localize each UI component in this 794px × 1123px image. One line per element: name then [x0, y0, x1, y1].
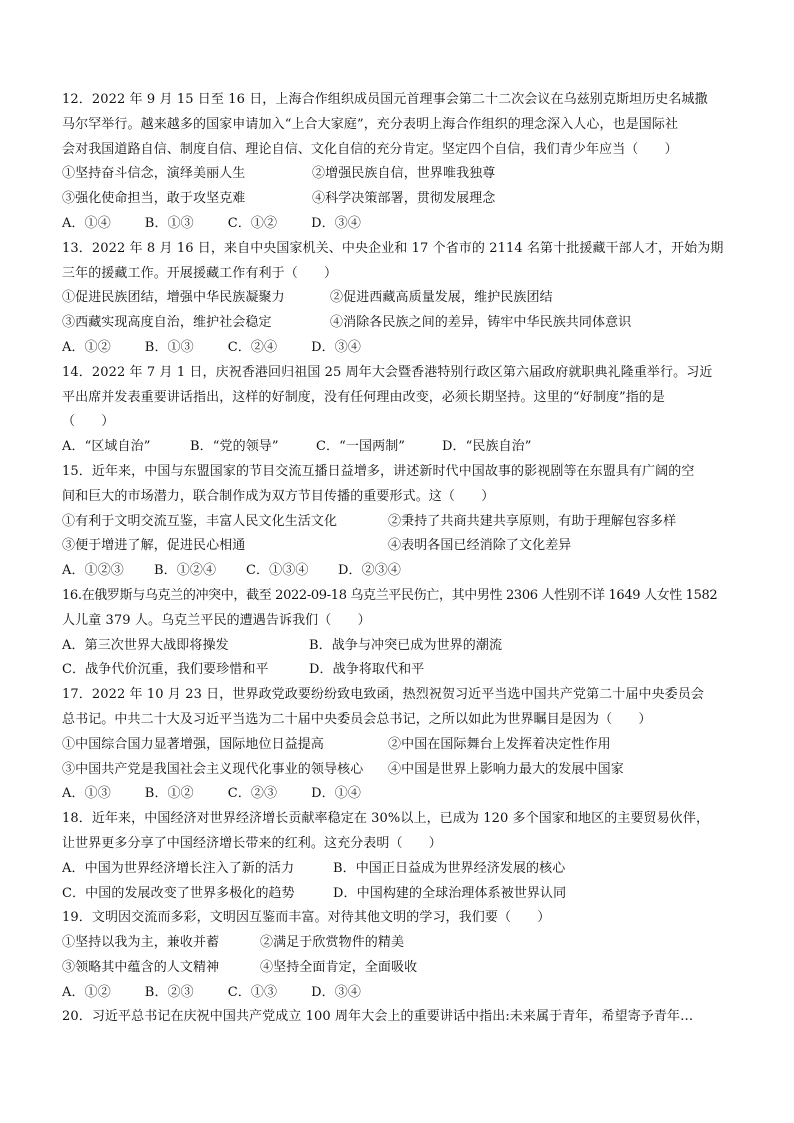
option-row	[62, 758, 738, 783]
choice-d[interactable]: D．③④	[311, 984, 361, 1000]
option-row	[62, 311, 738, 336]
question-stem-line: 马尔罕举行。越来越多的国家申请加入“上合大家庭”，充分表明上海合作组织的理念深入人心，也是国际社	[62, 116, 679, 132]
exam-page	[62, 88, 738, 1030]
answer-choices	[62, 981, 738, 1006]
choice-a[interactable]: A．①③	[62, 786, 111, 802]
choice-a[interactable]: A．中国为世界经济增长注入了新的活力	[62, 860, 295, 876]
choice-b[interactable]: B．中国正日益成为世界经济发展的核心	[333, 860, 566, 876]
answer-choices-row	[62, 634, 738, 659]
option-row	[62, 510, 738, 535]
question-17	[62, 683, 738, 807]
choice-c[interactable]: C．①③	[227, 984, 278, 1000]
option-row	[62, 534, 738, 559]
option-item: ②满足于欣赏物件的精美	[260, 935, 405, 951]
question-stem-line: 会对我国道路自信、制度自信、理论自信、文化自信的充分肯定。坚定四个自信，我们青少年应当（ ）	[62, 141, 678, 157]
option-row	[62, 956, 738, 981]
question-stem-line: 12．2022 年 9 月 15 日至 16 日，上海合作组织成员国元首理事会第二十二次会议在乌兹别克斯坦历史名城撒	[62, 92, 708, 107]
answer-choices-row	[62, 882, 738, 907]
question-stem-line: 18．近年来，中国经济对世界经济增长贡献率稳定在 30%以上，已成为 120 多个国家和地区的主要贸易伙伴，	[62, 811, 710, 827]
question-15	[62, 460, 738, 584]
option-row	[62, 162, 738, 187]
choice-c[interactable]: C．②③	[227, 786, 278, 802]
answer-choices	[62, 782, 738, 807]
choice-d[interactable]: D．②③④	[338, 563, 401, 579]
question-stem-line: 16.在俄罗斯与乌克兰的冲突中，截至 2022-09-18 乌克兰平民伤亡，其中男性 2306 人性别不详 1649 人女性 1582	[62, 587, 718, 603]
option-item: ①有利于文明交流互鉴，丰富人民文化生活文化	[62, 513, 338, 529]
choice-a[interactable]: A．“区域自治”	[62, 439, 151, 455]
question-18	[62, 807, 738, 906]
question-stem-line: 三年的援藏工作。开展援藏工作有利于（ ）	[62, 265, 338, 281]
question-stem-line: 13．2022 年 8 月 16 日，来自中央国家机关、中央企业和 17 个省市的 2114 名第十批援藏干部人才，开始为期	[62, 240, 724, 256]
question-stem-line: 间和巨大的市场潜力，联合制作成为双方节目传播的重要形式。这（ ）	[62, 488, 495, 504]
choice-d[interactable]: D．③④	[311, 215, 361, 231]
choice-c[interactable]: C．中国的发展改变了世界多极化的趋势	[62, 885, 295, 901]
choice-a[interactable]: A．第三次世界大战即将操发	[62, 637, 229, 653]
question-14	[62, 361, 738, 460]
choice-a[interactable]: A．①④	[62, 215, 111, 231]
answer-choices-row	[62, 658, 738, 683]
option-item: ③中国共产党是我国社会主义现代化事业的领导核心	[62, 761, 364, 777]
option-item: ②促进西藏高质量发展，维护民族团结	[330, 290, 553, 306]
choice-d[interactable]: D．战争将取代和平	[309, 662, 425, 678]
choice-b[interactable]: B．①③	[144, 339, 194, 355]
option-item: ①坚持以我为主，兼收并蓄	[62, 935, 220, 951]
question-16	[62, 584, 738, 683]
option-item: ③强化使命担当，敢于攻坚克难	[62, 191, 246, 207]
question-stem-line: 15．近年来，中国与东盟国家的节目交流互播日益增多，讲述新时代中国故事的影视剧等在东盟具有广阔的空	[62, 463, 695, 479]
question-stem-line: 20．习近平总书记在庆祝中国共产党成立 100 周年大会上的重要讲话中指出:未来属于青年，希望寄予青年…	[62, 1009, 694, 1025]
choice-d[interactable]: D．③④	[311, 339, 361, 355]
question-stem-line: 14．2022 年 7 月 1 日，庆祝香港回归祖国 25 周年大会暨香港特别行政区第六届政府就职典礼隆重举行。习近	[62, 364, 713, 380]
choice-a[interactable]: A．①②	[62, 984, 111, 1000]
option-item: ②增强民族自信，世界唯我独尊	[312, 166, 496, 182]
choice-b[interactable]: B．①②	[144, 786, 194, 802]
answer-choices	[62, 559, 738, 584]
option-item: ②秉持了共商共建共享原则，有助于理解包容多样	[388, 513, 677, 529]
option-item: ③便于增进了解，促进民心相通	[62, 538, 246, 554]
answer-choices	[62, 336, 738, 361]
option-item: ③领略其中蕴含的人文精神	[62, 959, 220, 975]
choice-b[interactable]: B．①③	[144, 215, 194, 231]
question-stem-line: 让世界更多分享了中国经济增长带来的红利。这充分表明（ ）	[62, 835, 442, 851]
choice-c[interactable]: C．②④	[227, 339, 278, 355]
choice-a[interactable]: A．①②③	[62, 563, 124, 579]
question-stem-line: （ ）	[62, 414, 115, 430]
choice-a[interactable]: A．①②	[62, 339, 111, 355]
choice-c[interactable]: C．①③④	[246, 563, 309, 579]
option-row	[62, 187, 738, 212]
question-12	[62, 88, 738, 237]
question-13	[62, 237, 738, 361]
option-item: ④表明各国已经消除了文化差异	[388, 538, 572, 554]
option-item: ③西藏实现高度自治，维护社会稳定	[62, 315, 272, 331]
choice-d[interactable]: D．“民族自治”	[442, 439, 532, 455]
option-item: ①中国综合国力显著增强，国际地位日益提高	[62, 736, 325, 752]
option-item: ①坚持奋斗信念，演绎美丽人生	[62, 166, 246, 182]
option-item: ④中国是世界上影响力最大的发展中国家	[388, 761, 624, 777]
question-stem-line: 19．文明因交流而多彩，文明因互鉴而丰富。对待其他文明的学习，我们要（ ）	[62, 910, 551, 926]
choice-c[interactable]: C．战争代价沉重，我们要珍惜和平	[62, 662, 269, 678]
choice-b[interactable]: B．“党的领导”	[190, 439, 279, 455]
answer-choices	[62, 212, 738, 237]
option-item: ④科学决策部署，贯彻发展理念	[312, 191, 496, 207]
choice-c[interactable]: C．“一国两制”	[316, 439, 406, 455]
question-stem-line: 人儿童 379 人。乌克兰平民的遭遇告诉我们（ ）	[62, 612, 371, 628]
choice-b[interactable]: B．战争与冲突已成为世界的潮流	[309, 637, 503, 653]
choice-b[interactable]: B．①②④	[154, 563, 217, 579]
question-stem-line: 17．2022 年 10 月 23 日，世界政党政要纷纷致电致函，热烈祝贺习近平当选中国共产党第二十届中央委员会	[62, 687, 704, 703]
question-stem-line: 平出席并发表重要讲话指出，这样的好制度，没有任何理由改变，必须长期坚持。这里的“好制度”指的是	[62, 389, 665, 405]
option-row	[62, 733, 738, 758]
option-item: ④消除各民族之间的差异，铸牢中华民族共同体意识	[330, 315, 632, 331]
answer-choices-row	[62, 857, 738, 882]
choice-d[interactable]: D．①④	[311, 786, 361, 802]
choice-b[interactable]: B．②③	[144, 984, 194, 1000]
answer-choices	[62, 435, 738, 460]
question-20	[62, 1005, 738, 1030]
question-stem-line: 总书记。中共二十大及习近平当选为二十届中央委员会总书记，之所以如此为世界瞩目是因为（ ）	[62, 711, 652, 727]
choice-d[interactable]: D．中国构建的全球治理体系被世界认同	[333, 885, 567, 901]
option-item: ①促进民族团结，增强中华民族凝聚力	[62, 290, 285, 306]
option-item: ②中国在国际舞台上发挥着决定性作用	[388, 736, 611, 752]
choice-c[interactable]: C．①②	[227, 215, 278, 231]
question-19	[62, 906, 738, 1005]
option-item: ④坚持全面肯定，全面吸收	[260, 959, 418, 975]
option-row	[62, 286, 738, 311]
option-row	[62, 931, 738, 956]
